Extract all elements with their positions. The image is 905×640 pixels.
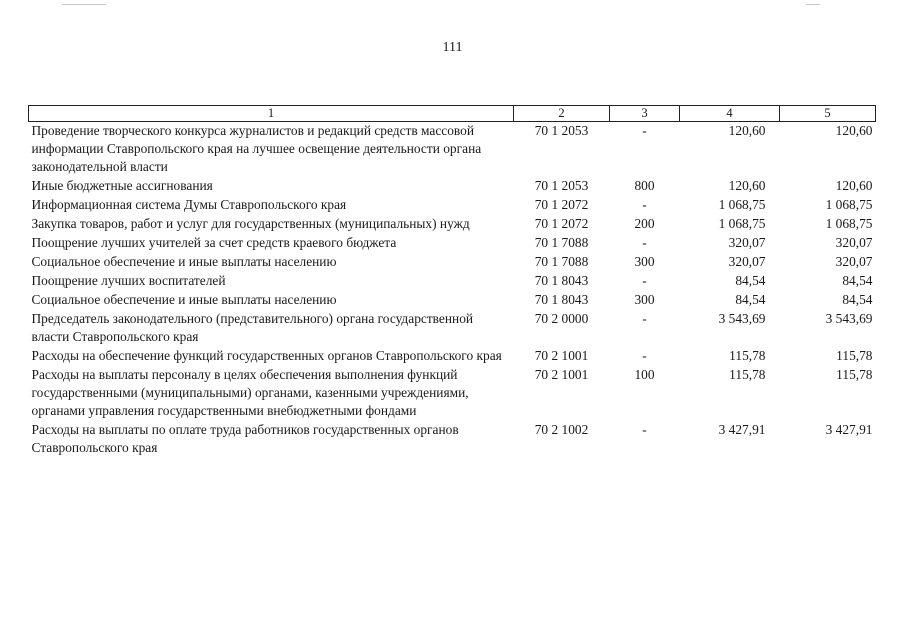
row-expense-type: 800 [634,178,655,193]
row-name: Расходы на выплаты по оплате труда работников государственных органов Ставропольского края [31,422,459,455]
row-target-code: 70 2 0000 [534,311,589,326]
row-amount-2: 320,07 [835,254,873,269]
table-row [29,291,876,310]
row-amount-1: 84,54 [735,292,766,307]
row-target-code: 70 1 2053 [534,178,589,193]
table-row [29,177,876,196]
row-amount-1: 115,78 [729,367,766,382]
header-col-3: 3 [610,106,680,122]
row-amount-2: 115,78 [836,348,873,363]
scan-artifact-left [62,4,106,5]
row-amount-2: 1 068,75 [825,216,873,231]
row-name: Иные бюджетные ассигнования [31,178,213,193]
row-amount-1: 120,60 [728,178,766,193]
row-name: Социальное обеспечение и иные выплаты населению [31,254,337,269]
row-name: Расходы на выплаты персоналу в целях обеспечения выполнения функций государственными (муниципальными) органами, казенными учреждениями, органами управления государственными внебюджетными фондами [31,367,469,418]
row-amount-2: 84,54 [842,273,873,288]
row-amount-2: 320,07 [835,235,873,250]
table-row [29,253,876,272]
row-amount-2: 3 427,91 [825,422,873,437]
row-target-code: 70 1 7088 [534,235,589,250]
row-name: Поощрение лучших воспитателей [31,273,226,288]
header-col-1: 1 [29,106,514,122]
row-target-code: 70 1 7088 [534,254,589,269]
row-expense-type: - [642,273,647,288]
row-expense-type: 300 [634,254,655,269]
row-amount-2: 3 543,69 [825,311,873,326]
row-target-code: 70 1 2072 [534,197,589,212]
row-amount-2: 84,54 [842,292,873,307]
row-amount-2: 1 068,75 [825,197,873,212]
row-expense-type: 100 [634,367,655,382]
table-row [29,366,876,421]
header-col-4: 4 [680,106,780,122]
row-amount-1: 3 543,69 [718,311,766,326]
row-target-code: 70 1 2072 [534,216,589,231]
row-amount-1: 320,07 [728,254,766,269]
table-row [29,421,876,458]
row-amount-2: 120,60 [835,178,873,193]
row-name: Социальное обеспечение и иные выплаты населению [31,292,337,307]
row-target-code: 70 2 1001 [534,348,589,363]
row-target-code: 70 1 8043 [534,292,589,307]
row-amount-1: 120,60 [728,123,766,138]
table-row [29,234,876,253]
row-name: Председатель законодательного (представительного) органа государственной власти Ставропольского края [31,311,474,344]
row-amount-1: 1 068,75 [718,216,766,231]
table-row [29,215,876,234]
row-expense-type: - [642,311,647,326]
page-number: 111 [442,40,463,55]
row-amount-2: 120,60 [835,123,873,138]
row-name: Информационная система Думы Ставропольского края [31,197,347,212]
row-name: Проведение творческого конкурса журналистов и редакций средств массовой информации Ставропольского края на лучшее освещение деятельности органа законодательной власти [31,123,482,174]
row-name: Расходы на обеспечение функций государственных органов Ставропольского края [31,348,502,363]
row-amount-1: 3 427,91 [718,422,766,437]
row-amount-1: 1 068,75 [718,197,766,212]
row-target-code: 70 1 8043 [534,273,589,288]
table-row [29,310,876,347]
row-expense-type: - [642,123,647,138]
table-header-row [29,106,876,122]
row-amount-2: 115,78 [836,367,873,382]
row-expense-type: - [642,348,647,363]
row-amount-1: 320,07 [728,235,766,250]
row-expense-type: 200 [634,216,655,231]
row-expense-type: - [642,197,647,212]
row-target-code: 70 2 1001 [534,367,589,382]
table-row [29,347,876,366]
table-row [29,196,876,215]
table-row [29,272,876,291]
row-name: Закупка товаров, работ и услуг для государственных (муниципальных) нужд [31,216,470,231]
row-amount-1: 84,54 [735,273,766,288]
table-row [29,122,876,178]
row-amount-1: 115,78 [729,348,766,363]
row-name: Поощрение лучших учителей за счет средств краевого бюджета [31,235,397,250]
row-target-code: 70 1 2053 [534,123,589,138]
header-col-5: 5 [780,106,876,122]
row-expense-type: 300 [634,292,655,307]
row-target-code: 70 2 1002 [534,422,589,437]
header-col-2: 2 [514,106,610,122]
row-expense-type: - [642,235,647,250]
scan-artifact-right [806,4,820,5]
row-expense-type: - [642,422,647,437]
budget-table [28,105,876,458]
